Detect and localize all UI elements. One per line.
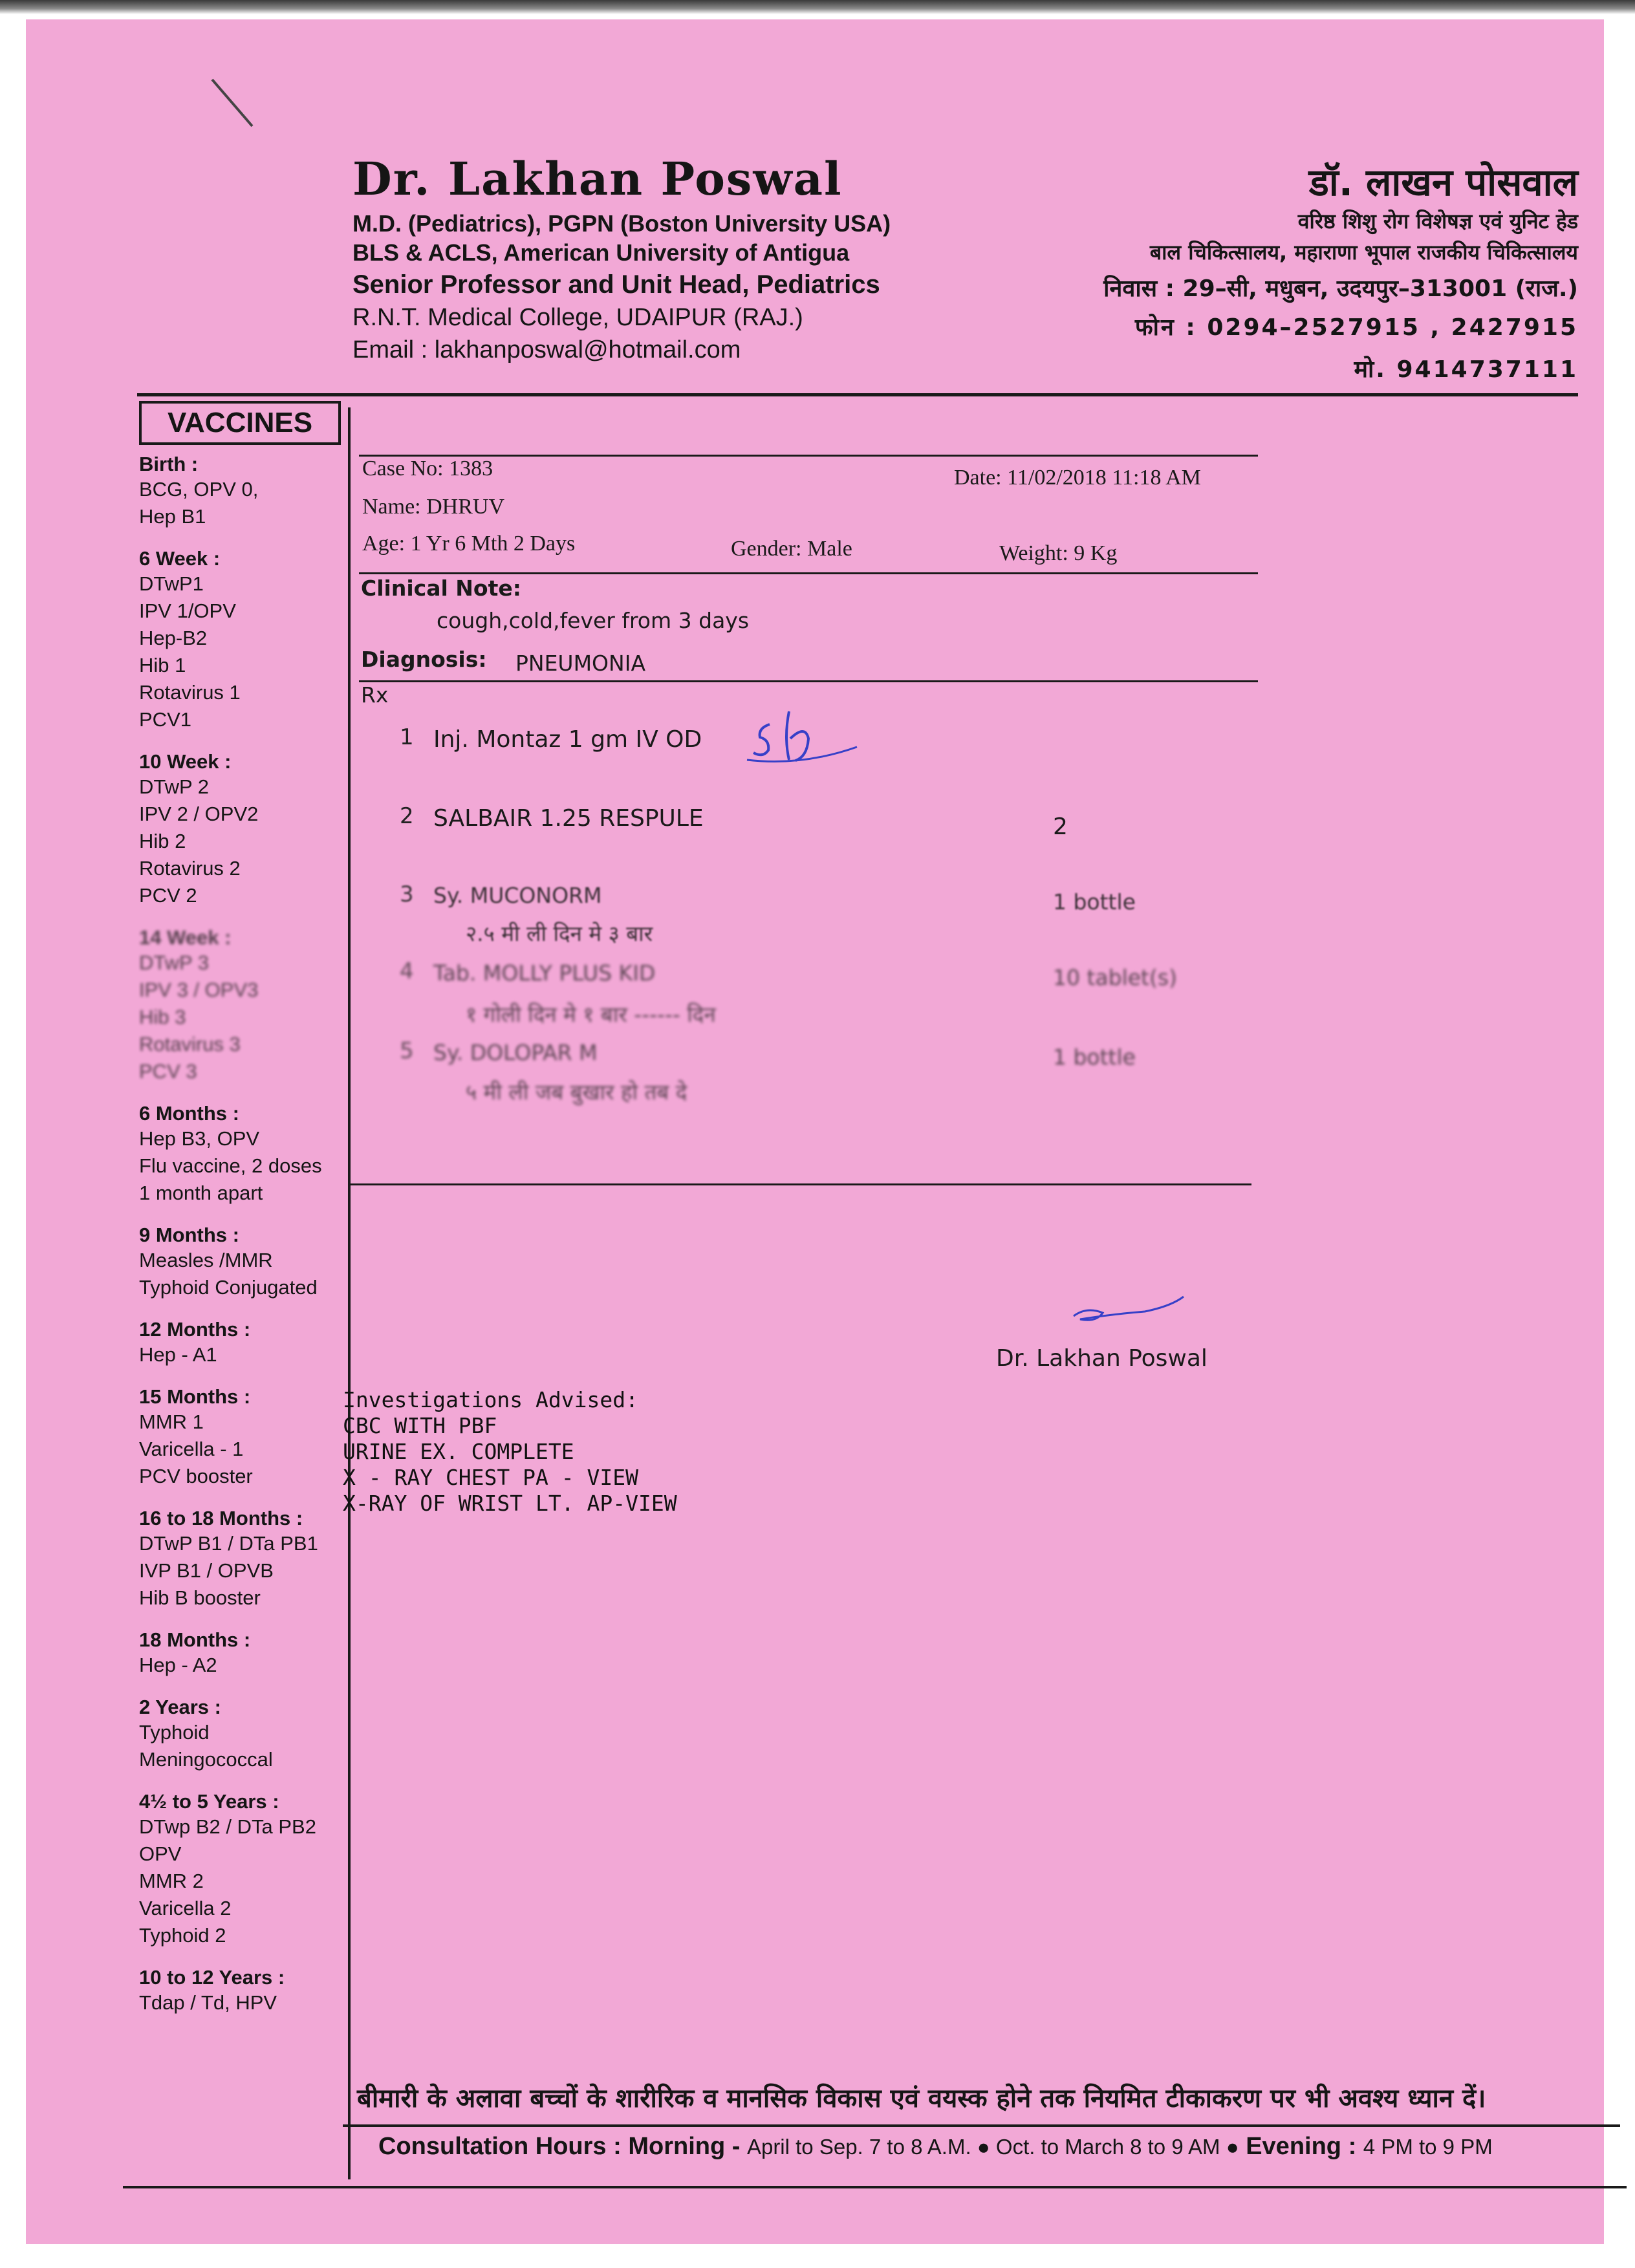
- vaccine-group-9-months: [139, 1224, 346, 1301]
- position-line: Senior Professor and Unit Head, Pediatrics: [352, 270, 880, 299]
- vaccine-item: Hib 3: [139, 1006, 186, 1028]
- patient-weight: Weight: 9 Kg: [999, 541, 1118, 565]
- college-line: R.N.T. Medical College, UDAIPUR (RAJ.): [352, 304, 803, 331]
- footer-rule-top: [343, 2124, 1620, 2127]
- address-hi: निवास : 29–सी, मधुबन, उदयपुर–313001 (राज.): [1103, 275, 1578, 302]
- morning-label: Morning -: [628, 2133, 741, 2160]
- vaccine-item: IVP B1 / OPVB: [139, 1559, 274, 1582]
- vaccine-group-4-5-years: [139, 1790, 346, 1949]
- vaccine-item: IPV 1/OPV: [139, 599, 236, 622]
- consultation-hours: [378, 2133, 1493, 2161]
- designation-hi: वरिष्ठ शिशु रोग विशेषज्ञ एवं युनिट हेड: [1297, 209, 1578, 233]
- vaccine-item: DTwP 3: [139, 951, 209, 974]
- investigations-heading: Investigations Advised:: [343, 1387, 638, 1412]
- vaccine-item: DTwp B2 / DTa PB2: [139, 1815, 316, 1838]
- patient-gender: Gender: Male: [731, 537, 852, 561]
- vaccine-item: PCV booster: [139, 1465, 253, 1487]
- investigation-item: X - RAY CHEST PA - VIEW: [343, 1465, 638, 1490]
- vaccine-item: Typhoid Conjugated: [139, 1276, 318, 1299]
- patient-bottom-rule: [359, 572, 1258, 574]
- rx-item-drug: Sy. DOLOPAR M: [433, 1040, 598, 1065]
- pen-mark: [207, 74, 259, 133]
- rx-item-drug: Inj. Montaz 1 gm IV OD: [433, 726, 702, 753]
- vaccine-item: Varicella 2: [139, 1897, 232, 1919]
- investigations: [343, 1387, 677, 1517]
- patient-top-rule: [359, 455, 1258, 457]
- vaccine-group-title: 6 Week :: [139, 547, 221, 570]
- vaccine-item: Meningococcal: [139, 1748, 273, 1771]
- clinical-note-label: Clinical Note:: [361, 576, 521, 601]
- rx-symbol: Rx: [361, 682, 389, 707]
- vaccine-item: Rotavirus 3: [139, 1033, 241, 1055]
- vaccine-item: DTwP1: [139, 572, 204, 595]
- footer-advice-hi: बीमारी के अलावा बच्चों के शारीरिक व मानसिक विकास एवं वयस्क होने तक नियमित टीकाकरण पर भी अवश्य ध्यान दें।: [357, 2084, 1486, 2113]
- rx-item-qty: 1 bottle: [1053, 889, 1136, 914]
- vaccine-item: Tdap / Td, HPV: [139, 1991, 277, 2014]
- investigation-item: URINE EX. COMPLETE: [343, 1439, 574, 1464]
- rx-item-drug: SALBAIR 1.25 RESPULE: [433, 805, 704, 832]
- vaccine-item: Typhoid: [139, 1721, 210, 1744]
- rx-item-dose: ५ मी ली जब बुखार हो तब दे: [466, 1079, 688, 1105]
- qualification-line: M.D. (Pediatrics), PGPN (Boston University USA): [352, 210, 891, 237]
- rx-item-qty: 10 tablet(s): [1053, 965, 1177, 990]
- rx-item-drug: Tab. MOLLY PLUS KID: [433, 960, 656, 986]
- signature: [1067, 1287, 1190, 1332]
- consultation-label: Consultation Hours :: [378, 2133, 622, 2160]
- vaccine-group-title: 16 to 18 Months :: [139, 1507, 303, 1529]
- investigation-item: CBC WITH PBF: [343, 1413, 497, 1438]
- case-number: Case No: 1383: [362, 457, 493, 481]
- rx-item-number: 5: [400, 1038, 414, 1064]
- mobile-hi: मो. 9414737111: [1354, 356, 1578, 383]
- rx-item-number: 4: [400, 958, 414, 984]
- vaccine-group-18-months: [139, 1628, 346, 1679]
- rx-item-qty: 1 bottle: [1053, 1044, 1136, 1070]
- visit-date: Date: 11/02/2018 11:18 AM: [954, 466, 1201, 490]
- vaccine-item: BCG, OPV 0,: [139, 478, 259, 501]
- signatory-name: Dr. Lakhan Poswal: [996, 1345, 1207, 1372]
- rx-item-dose: २.५ मी ली दिन मे ३ बार: [466, 921, 653, 946]
- vaccine-group-birth: [139, 453, 346, 530]
- vaccine-item: IPV 2 / OPV2: [139, 803, 259, 825]
- prescription-sheet: [26, 19, 1604, 2244]
- handwritten-note: [744, 698, 867, 770]
- vaccine-group-10-week: [139, 750, 346, 909]
- rx-item-number: 3: [400, 881, 414, 907]
- vaccine-item: IPV 3 / OPV3: [139, 978, 259, 1001]
- vaccine-item: Hep B1: [139, 505, 206, 528]
- diagnosis-label: Diagnosis:: [361, 647, 487, 672]
- email-line: Email : lakhanposwal@hotmail.com: [352, 336, 741, 363]
- vaccine-item: OPV: [139, 1842, 182, 1865]
- vaccine-item: PCV1: [139, 708, 191, 731]
- header-rule: [137, 393, 1578, 396]
- vaccine-group-title: 4½ to 5 Years :: [139, 1790, 279, 1813]
- sidebar-divider: [348, 407, 351, 2179]
- certification-line: BLS & ACLS, American University of Antigua: [352, 239, 850, 266]
- vaccine-schedule: [139, 453, 346, 2016]
- vaccine-item: PCV 3: [139, 1060, 197, 1083]
- footer-rule-bottom: [123, 2186, 1627, 2188]
- vaccine-item: DTwP B1 / DTa PB1: [139, 1532, 318, 1555]
- vaccine-item: Hep - A2: [139, 1654, 217, 1676]
- vaccine-item: Hep-B2: [139, 627, 208, 649]
- vaccine-group-16-18-months: [139, 1507, 346, 1612]
- vaccine-group-2-years: [139, 1696, 346, 1773]
- vaccine-group-6-week: [139, 547, 346, 733]
- vaccine-item: Hib 1: [139, 654, 186, 676]
- vaccine-item: Hib 2: [139, 830, 186, 852]
- vaccine-item: Measles /MMR: [139, 1249, 273, 1271]
- vaccine-item: Rotavirus 2: [139, 857, 241, 880]
- vaccine-item: DTwP 2: [139, 775, 209, 798]
- vaccine-item: Hep - A1: [139, 1343, 217, 1366]
- vaccine-group-title: 9 Months :: [139, 1224, 239, 1246]
- rx-item-number: 1: [400, 724, 414, 750]
- vaccine-group-title: 10 Week :: [139, 750, 232, 773]
- scan-edge: [0, 0, 1635, 14]
- patient-age: Age: 1 Yr 6 Mth 2 Days: [362, 532, 576, 556]
- vaccine-group-15-months: [139, 1385, 346, 1490]
- morning-hours: April to Sep. 7 to 8 A.M. ● Oct. to March 8 to 9 AM ●: [746, 2135, 1239, 2159]
- hospital-hi: बाल चिकित्सालय, महाराणा भूपाल राजकीय चिकित्सालय: [1149, 240, 1578, 265]
- clinical-note-text: cough,cold,fever from 3 days: [437, 608, 750, 633]
- phone-hi: फोन : 0294–2527915 , 2427915: [1134, 314, 1578, 341]
- patient-name: Name: DHRUV: [362, 495, 505, 519]
- vaccines-heading: VACCINES: [139, 401, 341, 445]
- vaccine-group-12-months: [139, 1318, 346, 1368]
- vaccine-group-6-months: [139, 1102, 346, 1207]
- rx-item-qty: 2: [1053, 814, 1068, 840]
- diagnosis-rule: [359, 680, 1258, 682]
- diagnosis-value: PNEUMONIA: [515, 651, 646, 676]
- vaccine-item: Hep B3, OPV: [139, 1127, 260, 1150]
- vaccine-item: Typhoid 2: [139, 1924, 226, 1947]
- vaccine-group-title: 18 Months :: [139, 1628, 251, 1651]
- evening-hours: 4 PM to 9 PM: [1363, 2135, 1493, 2159]
- vaccine-item: MMR 1: [139, 1410, 204, 1433]
- vaccine-item: Flu vaccine, 2 doses: [139, 1154, 322, 1177]
- vaccine-group-title: 6 Months :: [139, 1102, 239, 1125]
- vaccine-group-title: 10 to 12 Years :: [139, 1966, 285, 1989]
- vaccine-group-title: Birth :: [139, 453, 199, 475]
- investigation-item: X-RAY OF WRIST LT. AP-VIEW: [343, 1491, 677, 1516]
- evening-label: Evening :: [1246, 2133, 1357, 2160]
- rx-item-number: 2: [400, 803, 414, 829]
- rx-bottom-rule: [349, 1183, 1251, 1185]
- vaccine-group-title: 2 Years :: [139, 1696, 221, 1718]
- vaccine-item: PCV 2: [139, 884, 197, 907]
- vaccine-group-10-12-years: [139, 1966, 346, 2016]
- rx-item-drug: Sy. MUCONORM: [433, 883, 602, 908]
- vaccine-group-title: 15 Months :: [139, 1385, 251, 1408]
- vaccine-item: Hib B booster: [139, 1586, 261, 1609]
- vaccine-group-14-week: [139, 926, 346, 1085]
- doctor-name-hi: डॉ. लाखन पोसवाल: [1308, 160, 1578, 204]
- vaccine-group-title: 14 Week :: [139, 926, 232, 949]
- vaccine-item: Varicella - 1: [139, 1438, 244, 1460]
- vaccine-item: MMR 2: [139, 1870, 204, 1892]
- vaccine-item: Rotavirus 1: [139, 681, 241, 704]
- rx-item-dose: १ गोली दिन मे १ बार ------ दिन: [466, 1002, 716, 1027]
- vaccine-item: 1 month apart: [139, 1182, 263, 1204]
- doctor-name-en: Dr. Lakhan Poswal: [352, 152, 843, 206]
- vaccine-group-title: 12 Months :: [139, 1318, 251, 1341]
